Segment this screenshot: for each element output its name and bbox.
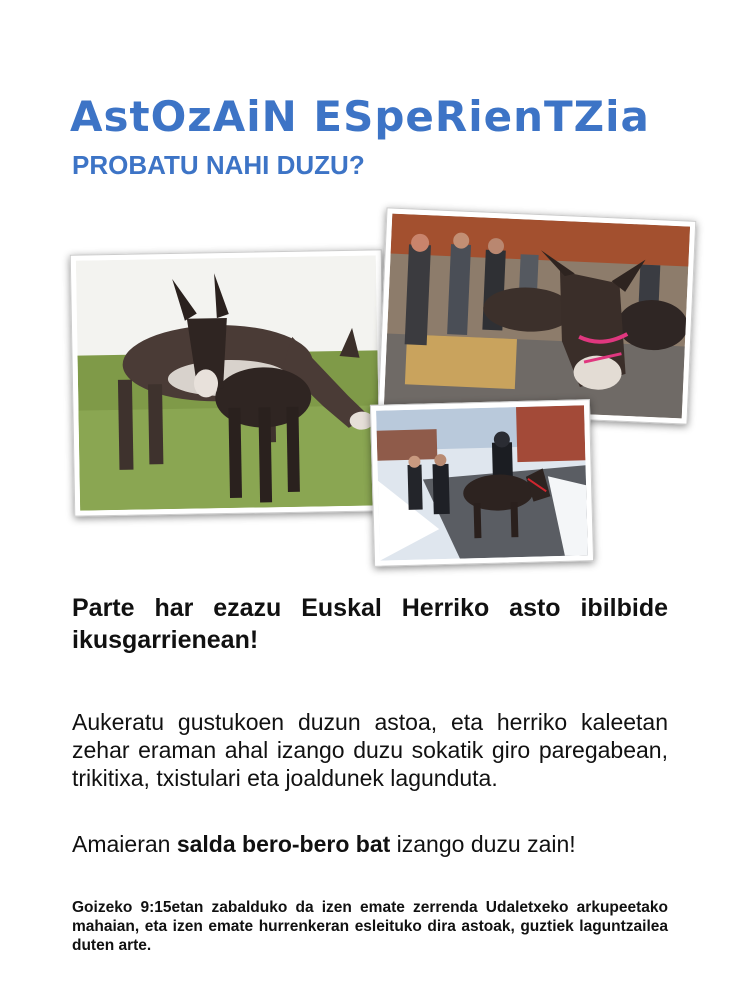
- donkeys-in-field-photo: [70, 249, 387, 516]
- registration-note: Goizeko 9:15etan zabalduko da izen emate zerrenda Udaletxeko arkupeetako mahaian, eta izen emate hurrenkeran esleituko dira astoak, guztiek laguntzailea duten arte.: [72, 899, 668, 954]
- soup-paragraph: [72, 830, 668, 858]
- description-paragraph: Aukeratu gustukoen duzun astoa, eta herriko kaleetan zehar eraman ahal izango duzu sokatik giro paregabean, trikitixa, txistulari eta joaldunek lagunduta.: [72, 709, 668, 791]
- soup-text-after: izango duzu zain!: [390, 831, 576, 857]
- donkey-walk-snow-photo: [370, 399, 594, 567]
- soup-text-bold: salda bero-bero bat: [176, 831, 391, 857]
- soup-text-before: Amaieran: [72, 831, 177, 857]
- donkey-crowd-photo: [378, 207, 697, 424]
- page-subtitle: PROBATU NAHI DUZU?: [72, 150, 365, 180]
- main-heading: Parte har ezazu Euskal Herriko asto ibilbide ikusgarrienean!: [72, 594, 668, 654]
- page-title: AstOzAiN ESpeRienTZia: [70, 92, 650, 141]
